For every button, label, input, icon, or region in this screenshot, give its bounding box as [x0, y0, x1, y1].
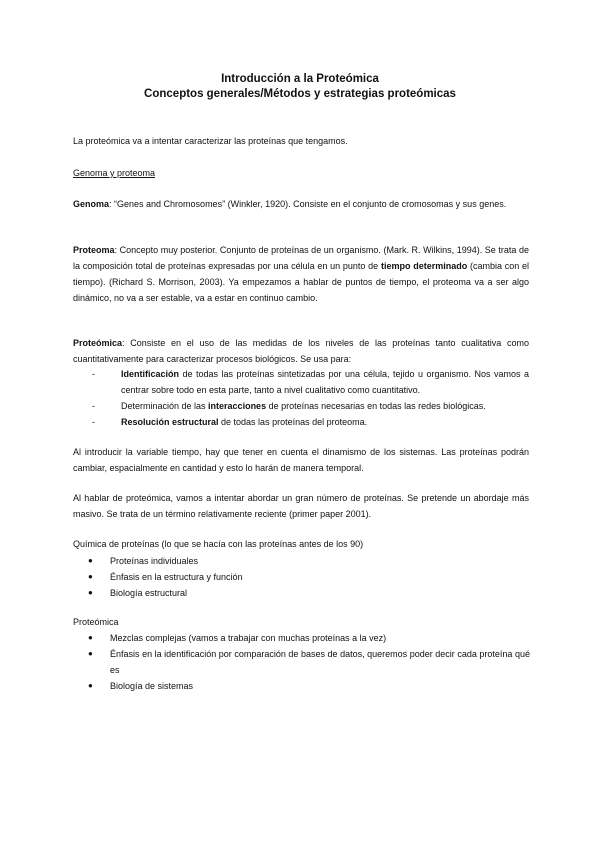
proteoma-emphasis: tiempo determinado: [380, 261, 468, 271]
tiempo-paragraph: Al introducir la variable tiempo, hay que tener en cuenta el dinamismo de los sistemas. Las proteínas podrán cambiar, espacialmente en cantidad y esto lo harán de manera temporal.: [73, 447, 529, 473]
proteomica-text: : Consiste en el uso de las medidas de los niveles de las proteínas tanto cualitativa como cuantitativamente para caracterizar procesos biológicos. Se usa para:: [73, 338, 529, 364]
hablar-paragraph: Al hablar de proteómica, vamos a intentar abordar un gran número de proteínas. Se pretende un abordaje más masivo. Se trata de un término relativamente reciente (primer paper 2001).: [73, 493, 529, 519]
item-rest: de todas las proteínas sintetizadas por una célula, tejido u organismo. Nos vamos a centrar sobre todo en esta parte, tanto a nivel cualitativo como cuantitativo.: [121, 369, 529, 395]
genoma-text-b: ” (Winkler, 1920). Consiste en el conjunto de cromosomas y sus genes.: [222, 199, 507, 209]
bullet-icon: ●: [88, 681, 93, 690]
dash-marker: -: [92, 369, 95, 379]
dash-marker: -: [92, 417, 95, 427]
bullet-icon: ●: [88, 572, 93, 581]
bullet-icon: ●: [88, 633, 93, 642]
item-bold: interacciones: [208, 401, 267, 411]
proteomica-term: Proteómica: [73, 338, 123, 348]
section-heading: Genoma y proteoma: [73, 168, 156, 178]
dash-marker: -: [92, 401, 95, 411]
list-item-text: [121, 398, 529, 414]
list-item-text: Mezclas complejas (vamos a trabajar con muchas proteínas a la vez): [110, 633, 387, 643]
document-title: Introducción a la Proteómica: [221, 73, 379, 85]
list-item-text: Énfasis en la estructura y función: [110, 572, 243, 582]
genoma-text-a: : “: [109, 199, 118, 209]
list-item-text: Proteínas individuales: [110, 556, 199, 566]
item-rest: de proteínas necesarias en todas las redes biológicas.: [266, 401, 486, 411]
quimica-heading: Química de proteínas (lo que se hacía con las proteínas antes de los 90): [73, 539, 364, 549]
genoma-paragraph: [73, 196, 529, 212]
genoma-book-title: Genes and Chromosomes: [117, 199, 223, 209]
proteoma-paragraph: [73, 242, 529, 306]
proteoma-term: Proteoma: [73, 245, 115, 255]
item-pre: Determinación de las: [121, 401, 209, 411]
list-item-text: Biología estructural: [110, 588, 188, 598]
genoma-term: Genoma: [73, 199, 110, 209]
item-bold: Identificación: [121, 369, 180, 379]
list-item-text: Biología de sistemas: [110, 681, 194, 691]
proteomica-list-heading: Proteómica: [73, 617, 119, 627]
document-subtitle: Conceptos generales/Métodos y estrategias proteómicas: [144, 88, 456, 100]
proteoma-text-a: : Concepto muy posterior. Conjunto de proteínas de un organismo. (Mark. R. Wilkins, 1994). Se trata de la composición total de proteínas expresadas por una célula en un punto de: [73, 245, 529, 271]
item-bold: Resolución estructural: [121, 417, 219, 427]
proteomica-paragraph: [73, 335, 529, 367]
bullet-icon: ●: [88, 649, 93, 658]
bullet-icon: ●: [88, 588, 93, 597]
intro-paragraph: La proteómica va a intentar caracterizar las proteínas que tengamos.: [73, 136, 348, 146]
item-rest: de todas las proteínas del proteoma.: [218, 417, 368, 427]
list-item-text: [121, 366, 529, 398]
bullet-icon: ●: [88, 556, 93, 565]
proteoma-text-b: (cambia con el tiempo). (Richard S. Morrison, 2003). Ya empezamos a hablar de puntos de tiempo, el proteoma va a ser algo dinámico, no va a ser estable, va a estar en continuo cambio.: [73, 261, 529, 303]
list-item-text: [121, 414, 529, 430]
list-item-text: Énfasis en la identificación por comparación de bases de datos, queremos poder decir cada proteína qué es: [110, 649, 530, 675]
